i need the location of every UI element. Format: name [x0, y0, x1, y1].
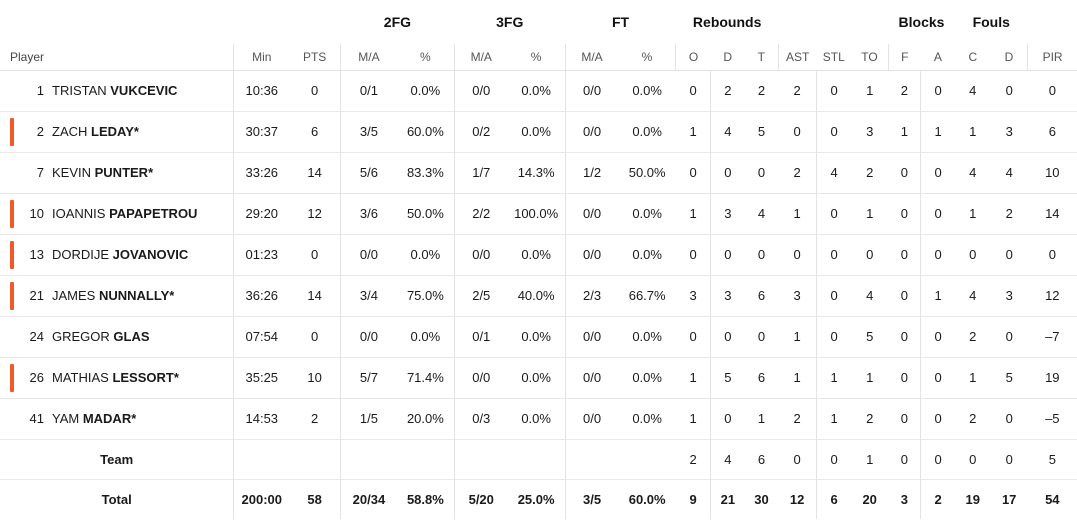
stat-cell: 5: [711, 357, 745, 398]
stat-cell: 0/0: [454, 357, 507, 398]
col-min[interactable]: Min: [234, 44, 289, 70]
stat-cell: 0/0: [565, 316, 618, 357]
stat-cell: 01:23: [234, 234, 289, 275]
stat-cell: 3: [778, 275, 816, 316]
stat-cell: 0: [955, 439, 991, 479]
stat-cell: 0: [991, 234, 1028, 275]
stat-cell: 2: [851, 398, 888, 439]
stat-cell: 1: [778, 357, 816, 398]
stat-cell: 20: [851, 479, 888, 519]
col-fouls-c[interactable]: C: [955, 44, 991, 70]
stat-cell: 75.0%: [397, 275, 454, 316]
stat-cell: 1: [955, 357, 991, 398]
stat-cell: 0: [816, 316, 851, 357]
stat-cell: 0: [888, 193, 921, 234]
table-row[interactable]: [0, 316, 1077, 357]
stat-cell: 20/34: [341, 479, 397, 519]
stat-cell: 2: [955, 398, 991, 439]
col-player[interactable]: Player: [0, 44, 234, 70]
stat-cell: 71.4%: [397, 357, 454, 398]
stat-cell: 19: [955, 479, 991, 519]
stat-cell: 0/0: [565, 234, 618, 275]
jersey-number: 41: [29, 411, 44, 426]
stat-cell: 0: [888, 316, 921, 357]
stat-cell: [618, 439, 675, 479]
player-name[interactable]: TRISTAN VUKCEVIC: [52, 83, 178, 98]
stat-cell: 1: [955, 111, 991, 152]
col-3fg-ma[interactable]: M/A: [454, 44, 507, 70]
stat-cell: 10: [289, 357, 340, 398]
player-name[interactable]: YAM MADAR*: [52, 411, 137, 426]
total-row: [0, 479, 1077, 519]
stat-cell: 200:00: [234, 479, 289, 519]
stat-cell: 0/3: [454, 398, 507, 439]
stat-cell: 0: [991, 316, 1028, 357]
stat-cell: 2: [778, 70, 816, 111]
stat-cell: 1: [851, 193, 888, 234]
stat-cell: 1: [676, 193, 711, 234]
stat-cell: 0/0: [454, 70, 507, 111]
stat-cell: 6: [289, 111, 340, 152]
stat-cell: 3/4: [341, 275, 397, 316]
stat-cell: 4: [711, 111, 745, 152]
stat-cell: 1: [676, 398, 711, 439]
stat-cell: 0: [921, 439, 955, 479]
starter-accent-bar: [10, 282, 14, 310]
player-cell[interactable]: [0, 316, 234, 357]
stat-cell: 12: [1028, 275, 1077, 316]
jersey-number: 1: [36, 83, 44, 98]
jersey-number: 26: [29, 370, 44, 385]
group-header-fouls: Fouls: [972, 14, 1010, 30]
stat-cell: 0: [711, 234, 745, 275]
stat-cell: 0.0%: [397, 234, 454, 275]
stat-cell: 0: [711, 398, 745, 439]
stat-cell: 2: [778, 152, 816, 193]
table-row[interactable]: [0, 398, 1077, 439]
col-ft-ma[interactable]: M/A: [565, 44, 618, 70]
col-pir[interactable]: PIR: [1028, 44, 1077, 70]
stat-cell: 0: [955, 234, 991, 275]
stat-cell: 3/5: [565, 479, 618, 519]
stat-cell: 0: [676, 316, 711, 357]
stat-cell: [234, 439, 289, 479]
stat-cell: 100.0%: [508, 193, 565, 234]
stat-cell: 33:26: [234, 152, 289, 193]
stat-cell: 0/0: [565, 70, 618, 111]
stat-cell: 0: [745, 316, 779, 357]
stat-cell: [341, 439, 397, 479]
jersey-number: 10: [29, 206, 44, 221]
stat-cell: 0/1: [454, 316, 507, 357]
stat-cell: 0: [816, 111, 851, 152]
stat-cell: 0: [816, 439, 851, 479]
group-header-blank-3: [1028, 0, 1077, 44]
stat-cell: 0: [711, 152, 745, 193]
stat-cell: –7: [1028, 316, 1077, 357]
table-row[interactable]: [0, 193, 1077, 234]
player-cell[interactable]: [0, 111, 234, 152]
stat-cell: 0.0%: [618, 111, 675, 152]
stat-cell: 0: [745, 234, 779, 275]
stat-cell: 14.3%: [508, 152, 565, 193]
jersey-number: 13: [29, 247, 44, 262]
stat-cell: 1: [778, 316, 816, 357]
stat-cell: 0.0%: [618, 316, 675, 357]
stat-cell: 14: [1028, 193, 1077, 234]
stat-cell: 5: [745, 111, 779, 152]
stat-cell: 4: [745, 193, 779, 234]
player-name[interactable]: KEVIN PUNTER*: [52, 165, 154, 180]
stat-cell: 14: [289, 152, 340, 193]
stat-cell: 0: [289, 316, 340, 357]
stat-cell: 50.0%: [397, 193, 454, 234]
player-cell[interactable]: [0, 152, 234, 193]
col-ft-pct[interactable]: %: [618, 44, 675, 70]
group-header-2fg: 2FG: [383, 14, 412, 30]
stat-cell: 5: [991, 357, 1028, 398]
player-name[interactable]: IOANNIS PAPAPETROU: [52, 206, 198, 221]
col-fouls-d[interactable]: D: [991, 44, 1028, 70]
stat-cell: 0: [745, 152, 779, 193]
stat-cell: 0/2: [454, 111, 507, 152]
stat-cell: 0.0%: [508, 357, 565, 398]
col-reb-d[interactable]: D: [711, 44, 745, 70]
table-row[interactable]: [0, 234, 1077, 275]
total-row-label: Total: [0, 479, 234, 519]
stat-cell: 0: [921, 152, 955, 193]
table-row[interactable]: [0, 111, 1077, 152]
stat-cell: [289, 439, 340, 479]
player-cell[interactable]: [0, 275, 234, 316]
stat-cell: 0/0: [565, 398, 618, 439]
starter-accent-bar: [10, 118, 14, 146]
group-header-3fg: 3FG: [496, 14, 524, 30]
stat-cell: 14:53: [234, 398, 289, 439]
stat-cell: 0/0: [341, 234, 397, 275]
stat-cell: 0: [888, 398, 921, 439]
stat-cell: 2: [778, 398, 816, 439]
stat-cell: 0: [921, 193, 955, 234]
stat-cell: 2: [888, 70, 921, 111]
stat-cell: 10:36: [234, 70, 289, 111]
stat-cell: 3: [711, 193, 745, 234]
stat-cell: 0: [921, 357, 955, 398]
stat-cell: 40.0%: [508, 275, 565, 316]
stat-cell: 3: [711, 275, 745, 316]
stat-cell: 1: [745, 398, 779, 439]
stat-cell: 0: [816, 70, 851, 111]
table-row[interactable]: [0, 275, 1077, 316]
stat-cell: 83.3%: [397, 152, 454, 193]
stat-cell: 0: [676, 152, 711, 193]
stat-cell: 1: [921, 275, 955, 316]
stat-cell: 0: [778, 111, 816, 152]
stat-cell: 2/2: [454, 193, 507, 234]
stat-cell: 1: [921, 111, 955, 152]
stat-cell: 0.0%: [618, 357, 675, 398]
stat-cell: 0.0%: [618, 398, 675, 439]
stat-cell: [454, 439, 507, 479]
stat-cell: 4: [711, 439, 745, 479]
stat-cell: 0: [888, 275, 921, 316]
stat-cell: 17: [991, 479, 1028, 519]
stat-cell: 36:26: [234, 275, 289, 316]
jersey-number: 2: [36, 124, 44, 139]
stat-cell: 0/0: [565, 111, 618, 152]
stat-cell: 60.0%: [618, 479, 675, 519]
stat-cell: 0.0%: [618, 70, 675, 111]
stat-cell: 0: [991, 398, 1028, 439]
stat-cell: 21: [711, 479, 745, 519]
col-to[interactable]: TO: [851, 44, 888, 70]
stat-cell: 6: [745, 439, 779, 479]
stat-cell: 4: [955, 275, 991, 316]
stat-cell: 1: [955, 193, 991, 234]
stat-cell: 0: [888, 439, 921, 479]
stat-cell: 4: [816, 152, 851, 193]
player-cell[interactable]: [0, 193, 234, 234]
col-blocks-a[interactable]: A: [921, 44, 955, 70]
stat-cell: 1: [851, 357, 888, 398]
stat-cell: 14: [289, 275, 340, 316]
col-2fg-ma[interactable]: M/A: [341, 44, 397, 70]
stat-cell: 5/7: [341, 357, 397, 398]
stat-cell: 1/2: [565, 152, 618, 193]
player-name[interactable]: JAMES NUNNALLY*: [52, 288, 175, 303]
player-cell[interactable]: [0, 234, 234, 275]
stat-cell: 35:25: [234, 357, 289, 398]
stat-cell: 1: [778, 193, 816, 234]
stat-cell: 50.0%: [618, 152, 675, 193]
stat-cell: 3: [991, 275, 1028, 316]
stat-cell: 0.0%: [508, 111, 565, 152]
stat-cell: 1: [816, 398, 851, 439]
stat-cell: 2: [676, 439, 711, 479]
stat-cell: –5: [1028, 398, 1077, 439]
group-header-blank-2: [778, 0, 888, 44]
stat-cell: 3: [676, 275, 711, 316]
stat-cell: 1: [851, 439, 888, 479]
stat-cell: 4: [991, 152, 1028, 193]
column-header-row: [0, 44, 1077, 70]
player-name[interactable]: MATHIAS LESSORT*: [52, 370, 179, 385]
col-ast[interactable]: AST: [778, 44, 816, 70]
table-header: [0, 0, 1077, 70]
stat-cell: 30: [745, 479, 779, 519]
stat-cell: 3: [991, 111, 1028, 152]
stat-cell: 0: [991, 70, 1028, 111]
stat-cell: 0.0%: [397, 70, 454, 111]
stat-cell: 3: [851, 111, 888, 152]
stat-cell: 20.0%: [397, 398, 454, 439]
stat-cell: 0: [711, 316, 745, 357]
stat-cell: 30:37: [234, 111, 289, 152]
stat-cell: 12: [289, 193, 340, 234]
stat-cell: 2: [711, 70, 745, 111]
stat-cell: 2: [921, 479, 955, 519]
player-cell[interactable]: [0, 398, 234, 439]
player-cell[interactable]: [0, 357, 234, 398]
stat-cell: 10: [1028, 152, 1077, 193]
stat-cell: 0/0: [454, 234, 507, 275]
jersey-number: 24: [29, 329, 44, 344]
stat-cell: 0: [778, 234, 816, 275]
stat-cell: 5/20: [454, 479, 507, 519]
stat-cell: 0: [676, 234, 711, 275]
stat-cell: 6: [816, 479, 851, 519]
stat-cell: 4: [851, 275, 888, 316]
stat-cell: 5: [851, 316, 888, 357]
player-name[interactable]: DORDIJE JOVANOVIC: [52, 247, 189, 262]
stat-cell: 0/0: [341, 316, 397, 357]
stat-cell: 1: [676, 111, 711, 152]
stat-cell: [565, 439, 618, 479]
stat-cell: 2: [991, 193, 1028, 234]
col-reb-t[interactable]: T: [745, 44, 779, 70]
stat-cell: 0: [1028, 70, 1077, 111]
stat-cell: 2: [289, 398, 340, 439]
stat-cell: 3: [888, 479, 921, 519]
stat-cell: 29:20: [234, 193, 289, 234]
stat-cell: 66.7%: [618, 275, 675, 316]
starter-accent-bar: [10, 241, 14, 269]
group-header-blocks: Blocks: [898, 14, 945, 30]
stat-cell: [508, 439, 565, 479]
stat-cell: 3/6: [341, 193, 397, 234]
stat-cell: 0: [816, 275, 851, 316]
stat-cell: 6: [745, 275, 779, 316]
player-name[interactable]: GREGOR GLAS: [52, 329, 150, 344]
stat-cell: 19: [1028, 357, 1077, 398]
group-header-blank-1: [0, 0, 341, 44]
col-2fg-pct[interactable]: %: [397, 44, 454, 70]
table-row[interactable]: [0, 152, 1077, 193]
stat-cell: 0.0%: [508, 398, 565, 439]
stat-cell: 60.0%: [397, 111, 454, 152]
stat-cell: 1/5: [341, 398, 397, 439]
stat-cell: 0: [816, 234, 851, 275]
stat-cell: 0: [921, 398, 955, 439]
stat-cell: 2: [955, 316, 991, 357]
team-row-label: Team: [0, 439, 234, 479]
stat-cell: 0: [816, 193, 851, 234]
col-reb-o[interactable]: O: [676, 44, 711, 70]
stat-cell: 0: [921, 70, 955, 111]
stat-cell: 0: [888, 152, 921, 193]
group-header-rebounds: Rebounds: [692, 14, 762, 30]
stat-cell: 1: [851, 70, 888, 111]
table-row[interactable]: [0, 70, 1077, 111]
stat-cell: 2: [851, 152, 888, 193]
stat-cell: 07:54: [234, 316, 289, 357]
group-header-ft: FT: [611, 14, 630, 30]
stat-cell: 0/1: [341, 70, 397, 111]
stat-cell: 6: [1028, 111, 1077, 152]
stat-cell: 0: [851, 234, 888, 275]
group-header-row: [0, 0, 1077, 44]
col-pts[interactable]: PTS: [289, 44, 340, 70]
table-row[interactable]: [0, 357, 1077, 398]
stat-cell: 2/5: [454, 275, 507, 316]
stat-cell: 0: [676, 70, 711, 111]
stat-cell: 0.0%: [508, 70, 565, 111]
col-blocks-f[interactable]: F: [888, 44, 921, 70]
starter-accent-bar: [10, 200, 14, 228]
stat-cell: 1: [888, 111, 921, 152]
stat-cell: 0: [778, 439, 816, 479]
stat-cell: 12: [778, 479, 816, 519]
stat-cell: 0: [289, 234, 340, 275]
stat-cell: 0: [888, 357, 921, 398]
stat-cell: 0: [1028, 234, 1077, 275]
stat-cell: 2/3: [565, 275, 618, 316]
stat-cell: 1: [676, 357, 711, 398]
team-row: [0, 439, 1077, 479]
stat-cell: 5: [1028, 439, 1077, 479]
stat-cell: 0.0%: [508, 234, 565, 275]
stat-cell: 1: [816, 357, 851, 398]
table-body: [0, 70, 1077, 519]
stat-cell: 3/5: [341, 111, 397, 152]
stat-cell: 0: [991, 439, 1028, 479]
stat-cell: 0: [921, 316, 955, 357]
stat-cell: 58: [289, 479, 340, 519]
player-name[interactable]: ZACH LEDAY*: [52, 124, 139, 139]
stat-cell: 0.0%: [618, 193, 675, 234]
stat-cell: 6: [745, 357, 779, 398]
stat-cell: 0/0: [565, 357, 618, 398]
stat-cell: 0: [289, 70, 340, 111]
stat-cell: 54: [1028, 479, 1077, 519]
stat-cell: 2: [745, 70, 779, 111]
stat-cell: 0.0%: [618, 234, 675, 275]
stat-cell: 0: [888, 234, 921, 275]
player-cell[interactable]: [0, 70, 234, 111]
col-3fg-pct[interactable]: %: [508, 44, 565, 70]
jersey-number: 21: [29, 288, 44, 303]
stat-cell: 4: [955, 70, 991, 111]
stat-cell: 0.0%: [508, 316, 565, 357]
jersey-number: 7: [36, 165, 44, 180]
stat-cell: [397, 439, 454, 479]
stat-cell: 0.0%: [397, 316, 454, 357]
starter-accent-bar: [10, 364, 14, 392]
stat-cell: 5/6: [341, 152, 397, 193]
stat-cell: 25.0%: [508, 479, 565, 519]
stat-cell: 9: [676, 479, 711, 519]
stat-cell: 4: [955, 152, 991, 193]
stat-cell: 0/0: [565, 193, 618, 234]
stat-cell: 1/7: [454, 152, 507, 193]
col-stl[interactable]: STL: [816, 44, 851, 70]
stat-cell: 0: [921, 234, 955, 275]
stat-cell: 58.8%: [397, 479, 454, 519]
